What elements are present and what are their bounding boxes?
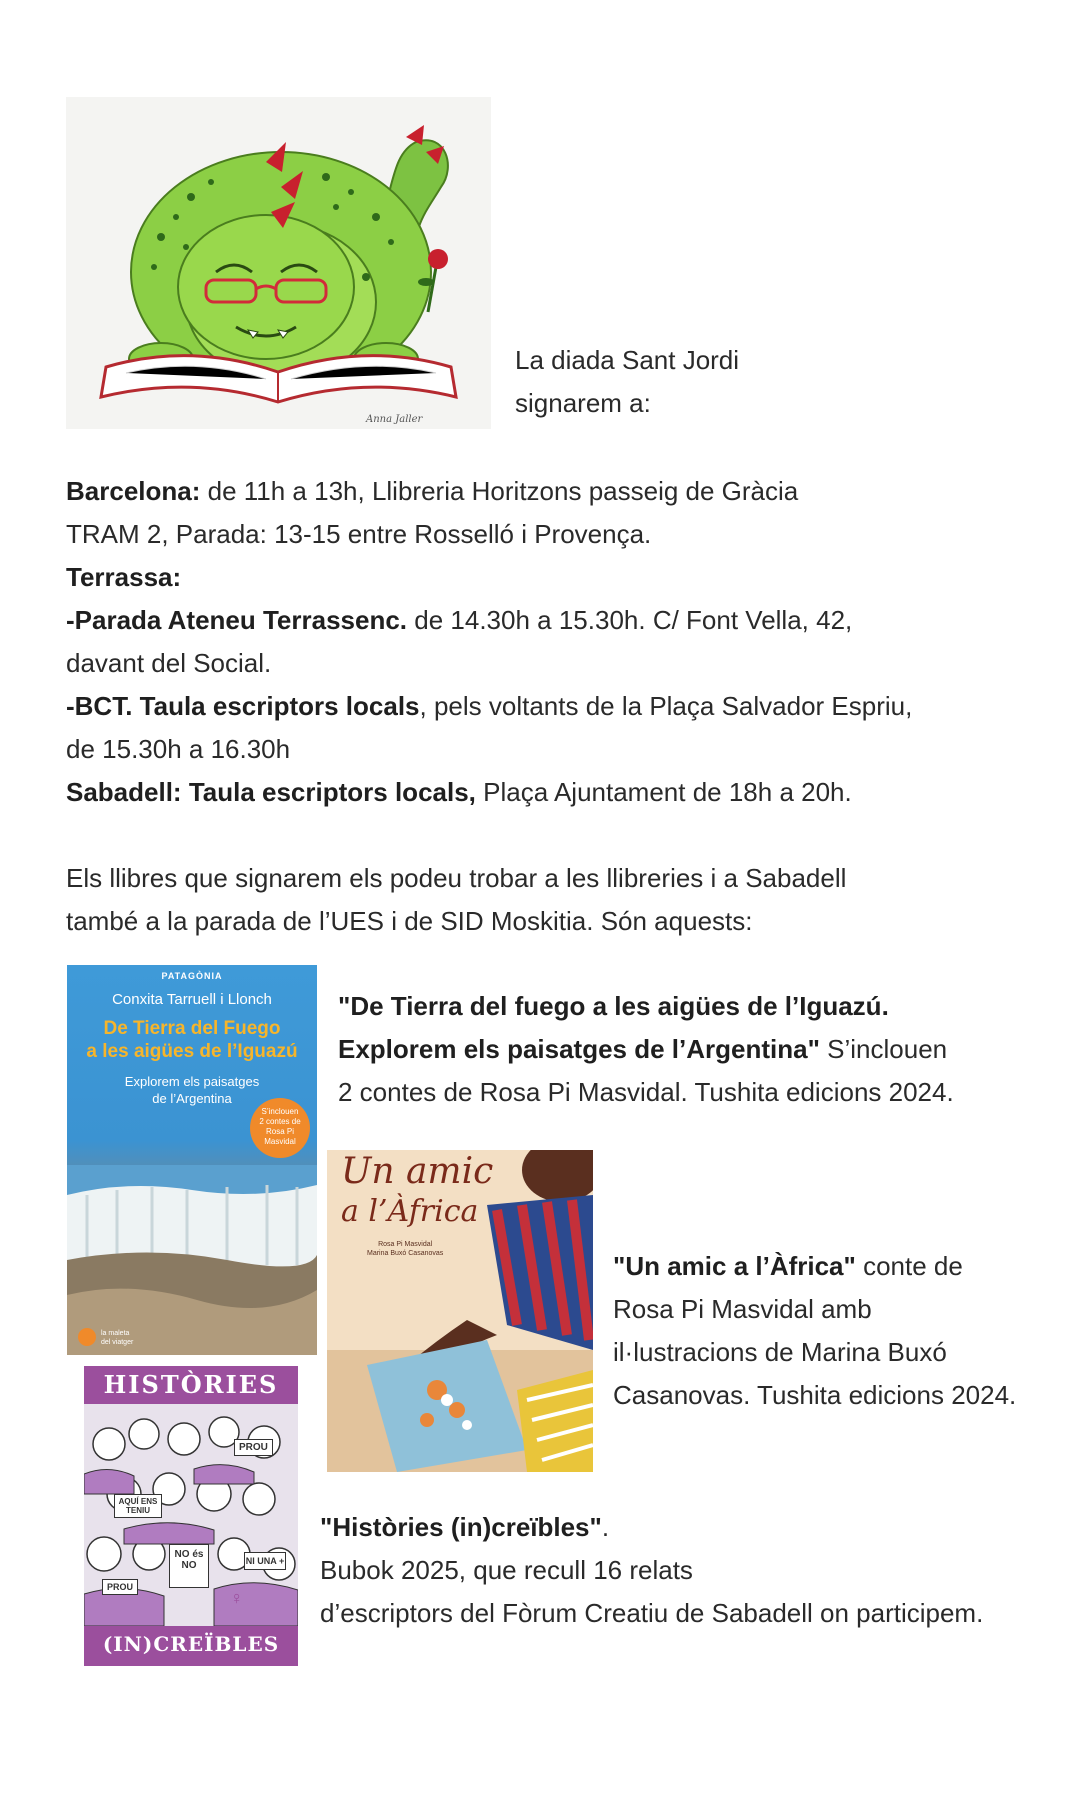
cover2-author1: Rosa Pi Masvidal (378, 1241, 433, 1248)
ateneu-label: -Parada Ateneu Terrassenc. (66, 605, 408, 635)
books-intro-line-1: Els llibres que signarem els podeu trobar a les llibreries i a Sabadell (66, 863, 847, 893)
book3-title: "Històries (in)creïbles" (320, 1512, 602, 1542)
book2-title-line (613, 1245, 1016, 1288)
sabadell-details: Plaça Ajuntament de 18h a 20h. (475, 777, 852, 807)
cover3-sign-prou-bottom: PROU (102, 1579, 138, 1595)
cover1-waterfall-photo (67, 1165, 317, 1355)
ateneu-details-line2: davant del Social. (66, 648, 272, 678)
cover1-publisher-line2: del viatger (101, 1339, 134, 1346)
cover1-author: Conxita Tarruell i Llonch (112, 991, 272, 1008)
book1-title-part1: "De Tierra del fuego a les aigües de l’Iguazú. (338, 991, 889, 1021)
cover1-series: PATAGÒNIA (161, 971, 223, 981)
cover1-subtitle-line2: de l’Argentina (152, 1091, 232, 1106)
cover1-subtitle-line1: Explorem els paisatges (124, 1074, 260, 1089)
sabadell-label: Sabadell: Taula escriptors locals, (66, 777, 476, 807)
book2-desc-line4: Casanovas. Tushita edicions 2024. (613, 1380, 1017, 1410)
terrassa-label: Terrassa: (66, 562, 182, 592)
cover1-badge-line3: Rosa Pi (265, 1127, 294, 1136)
cover1-title-line2: a les aigües de l’Iguazú (86, 1041, 298, 1062)
cover3-title-bottom: (IN)CREÏBLES (102, 1632, 280, 1656)
cover2-title (341, 1152, 493, 1232)
cover1-title-line1: De Tierra del Fuego (103, 1018, 281, 1039)
intro-text (515, 339, 739, 425)
cover1-badge (250, 1098, 310, 1158)
book3-description (320, 1506, 983, 1635)
bct-label: -BCT. Taula escriptors locals (66, 691, 420, 721)
dragon-reading-illustration (66, 97, 491, 429)
book1-title-line1 (338, 985, 954, 1028)
cover1-publisher-line1: la maleta (101, 1330, 130, 1337)
cover3-sign-aqui: AQUÍ ENS TENIU (114, 1494, 162, 1518)
book2-description (613, 1245, 1016, 1417)
event-schedule (66, 470, 912, 814)
cover1-title (67, 1017, 317, 1063)
intro-line-2: signarem a: (515, 388, 651, 418)
event-bct (66, 685, 912, 728)
book1-desc-line2: 2 contes de Rosa Pi Masvidal. Tushita edicions 2024. (338, 1077, 954, 1107)
ateneu-details: de 14.30h a 15.30h. C/ Font Vella, 42, (407, 605, 853, 635)
cover1-badge-line4: Masvidal (264, 1137, 296, 1146)
book1-desc-part1: S’inclouen (819, 1034, 948, 1064)
barcelona-label: Barcelona: (66, 476, 201, 506)
cover1-badge-line1: S’inclouen (261, 1107, 299, 1116)
cover3-sign-no-es-no: NO és NO (169, 1544, 209, 1588)
book-cover-tierra-del-fuego (67, 965, 317, 1355)
bct-details: , pels voltants de la Plaça Salvador Espriu, (419, 691, 913, 721)
event-sabadell (66, 771, 912, 814)
venus-symbol-icon: ♀ (230, 1588, 244, 1608)
barcelona-details: de 11h a 13h, Llibreria Horitzons passeig de Gràcia (200, 476, 799, 506)
book3-desc-line1: Bubok 2025, que recull 16 relats (320, 1555, 693, 1585)
cover3-title-top: HISTÒRIES (103, 1370, 279, 1399)
event-barcelona (66, 470, 912, 513)
book3-desc-line2: d’escriptors del Fòrum Creatiu de Sabadell on participem. (320, 1598, 984, 1628)
cover3-crowd-illustration (84, 1404, 298, 1626)
barcelona-details-line2: TRAM 2, Parada: 13-15 entre Rosselló i Provença. (66, 519, 652, 549)
cover3-sign-prou-top: PROU (234, 1439, 273, 1456)
cover3-sign-ni-una: NI UNA + (244, 1552, 286, 1570)
cover2-author2: Marina Buxó Casanovas (367, 1250, 444, 1257)
books-intro-line-2: també a la parada de l’UES i de SID Moskitia. Són aquests: (66, 906, 753, 936)
books-intro (66, 857, 846, 943)
book-cover-un-amic-a-lafrica (327, 1150, 593, 1472)
cover2-title-line2: a l’Àfrica (341, 1194, 479, 1229)
book3-title-line (320, 1506, 983, 1549)
bct-details-line2: de 15.30h a 16.30h (66, 734, 291, 764)
cover1-badge-line2: 2 contes de (259, 1117, 301, 1126)
cover2-title-line1: Un amic (341, 1151, 494, 1192)
book3-title-period: . (601, 1512, 610, 1542)
book2-desc-part1: conte de (855, 1251, 963, 1281)
book-cover-histories-increibles (84, 1366, 298, 1666)
book1-title-part2: Explorem els paisatges de l’Argentina" (338, 1034, 820, 1064)
dragon-drawing (66, 97, 491, 429)
svg-text:Anna Jaller: Anna Jaller (366, 414, 423, 425)
book2-desc-line2: Rosa Pi Masvidal amb (613, 1294, 872, 1324)
cover2-authors (367, 1240, 443, 1258)
book1-title-line2 (338, 1028, 954, 1071)
book1-description (338, 985, 954, 1114)
intro-line-1: La diada Sant Jordi (515, 345, 740, 375)
event-terrassa (66, 556, 912, 599)
book2-title: "Un amic a l’Àfrica" (613, 1251, 856, 1281)
event-ateneu (66, 599, 912, 642)
book2-desc-line3: il·lustracions de Marina Buxó (613, 1337, 947, 1367)
